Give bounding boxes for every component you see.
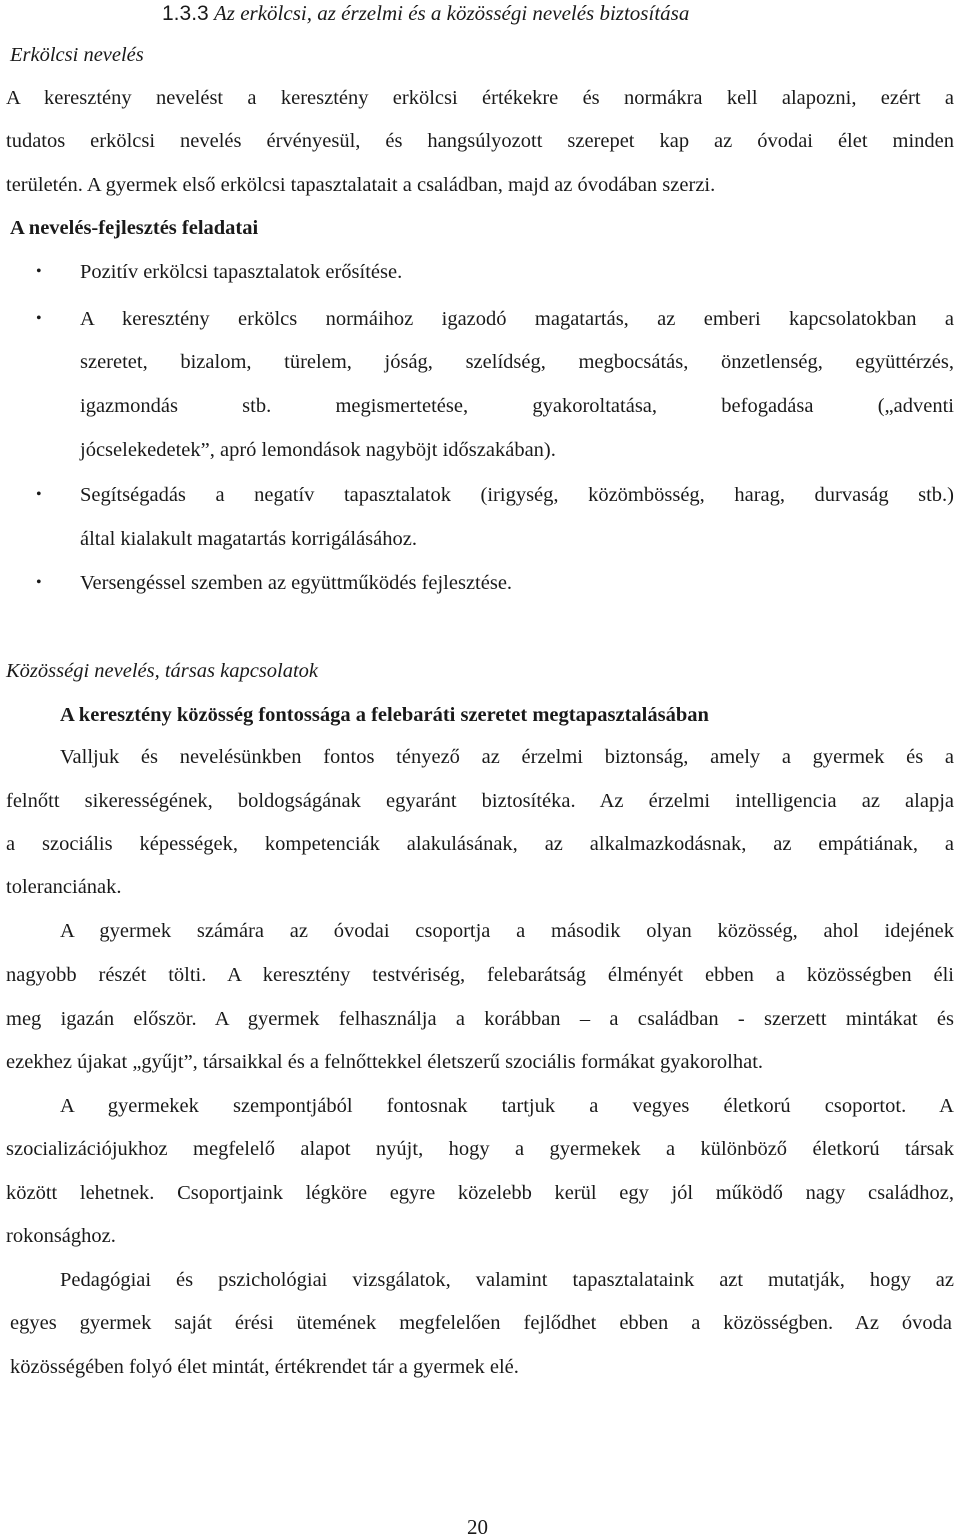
moral-intro-line-3: területén. A gyermek első erkölcsi tapasztalatait a családban, majd az óvodában szerzi. xyxy=(6,174,716,196)
paragraph-3-line-4: rokonsághoz. xyxy=(6,1225,116,1247)
bullet-marker: • xyxy=(36,574,42,591)
bullet-2-line-1: A keresztény erkölcs normáihoz igazodó magatartás, az emberi kapcsolatokban a xyxy=(80,308,954,330)
paragraph-1-line-2: felnőtt sikerességének, boldogságának egyaránt biztosítéka. Az érzelmi intelligencia az alapja xyxy=(6,790,954,812)
bullet-marker: • xyxy=(36,263,42,280)
bullet-2-line-3: igazmondás stb. megismertetése, gyakoroltatása, befogadása („adventi xyxy=(80,395,954,417)
bullet-marker: • xyxy=(36,486,42,503)
bullet-1-line-1: Pozitív erkölcsi tapasztalatok erősítése. xyxy=(80,261,403,283)
section-title xyxy=(162,0,689,27)
paragraph-2-line-2: nagyobb részét tölti. A keresztény testvériség, felebarátság élményét ebben a közösségben éli xyxy=(6,964,954,986)
section-number: 1.3.3 xyxy=(162,2,209,25)
paragraph-2-line-1: A gyermek számára az óvodai csoportja a második olyan közösség, ahol idejének xyxy=(60,920,954,942)
moral-intro-line-1: A keresztény nevelést a keresztény erkölcsi értékekre és normákra kell alapozni, ezért a xyxy=(6,87,954,109)
bullet-2-line-4: jócselekedetek”, apró lemondások nagyböjt időszakában). xyxy=(80,439,556,461)
paragraph-3-line-3: között lehetnek. Csoportjaink légköre egyre közelebb kerül egy jól működő nagy családhoz, xyxy=(6,1182,954,1204)
section-title-text: Az erkölcsi, az érzelmi és a közösségi nevelés biztosítása xyxy=(213,1,690,25)
bullet-3-line-1: Segítségadás a negatív tapasztalatok (irigység, közömbösség, harag, durvaság stb.) xyxy=(80,484,954,506)
paragraph-4-line-1: Pedagógiai és pszichológiai vizsgálatok, valamint tapasztalataink azt mutatják, hogy az xyxy=(60,1269,954,1291)
paragraph-1-line-3: a szociális képességek, kompetenciák alakulásának, az alkalmazkodásnak, az empátiának, a xyxy=(6,833,954,855)
bullet-2-line-2: szeretet, bizalom, türelem, jóság, szelídség, megbocsátás, önzetlenség, együttérzés, xyxy=(80,351,954,373)
bullet-marker: • xyxy=(36,310,42,327)
paragraph-2-line-4: ezekhez újakat „gyűjt”, társaikkal és a felnőttekkel életszerű szociális formákat gyakorolhat. xyxy=(6,1051,764,1073)
page-number: 20 xyxy=(467,1515,488,1539)
paragraph-3-line-1: A gyermekek szempontjából fontosnak tartjuk a vegyes életkorú csoportot. A xyxy=(60,1095,954,1117)
tasks-heading: A nevelés-fejlesztés feladatai xyxy=(10,217,259,239)
paragraph-4-line-3: közösségében folyó élet mintát, értékrendet tár a gyermek elé. xyxy=(10,1356,519,1378)
paragraph-1-line-1: Valljuk és nevelésünkben fontos tényező az érzelmi biztonság, amely a gyermek és a xyxy=(60,746,954,768)
bullet-4-line-1: Versengéssel szemben az együttműködés fejlesztése. xyxy=(80,572,513,594)
moral-heading: Erkölcsi nevelés xyxy=(10,44,144,66)
community-subheading: A keresztény közösség fontossága a felebaráti szeretet megtapasztalásában xyxy=(60,704,709,726)
community-heading: Közösségi nevelés, társas kapcsolatok xyxy=(6,660,319,682)
moral-intro-line-2: tudatos erkölcsi nevelés érvényesül, és hangsúlyozott szerepet kap az óvodai élet minden xyxy=(6,130,954,152)
paragraph-1-line-4: toleranciának. xyxy=(6,876,122,898)
paragraph-3-line-2: szocializációjukhoz megfelelő alapot nyújt, hogy a gyermekek a különböző életkorú társak xyxy=(6,1138,954,1160)
paragraph-4-line-2: egyes gyermek saját érési ütemének megfelelően fejlődhet ebben a közösségben. Az óvoda xyxy=(10,1312,952,1334)
paragraph-2-line-3: meg igazán először. A gyermek felhasználja a korábban – a családban - szerzett mintákat és xyxy=(6,1008,954,1030)
bullet-3-line-2: által kialakult magatartás korrigálásához. xyxy=(80,528,417,550)
